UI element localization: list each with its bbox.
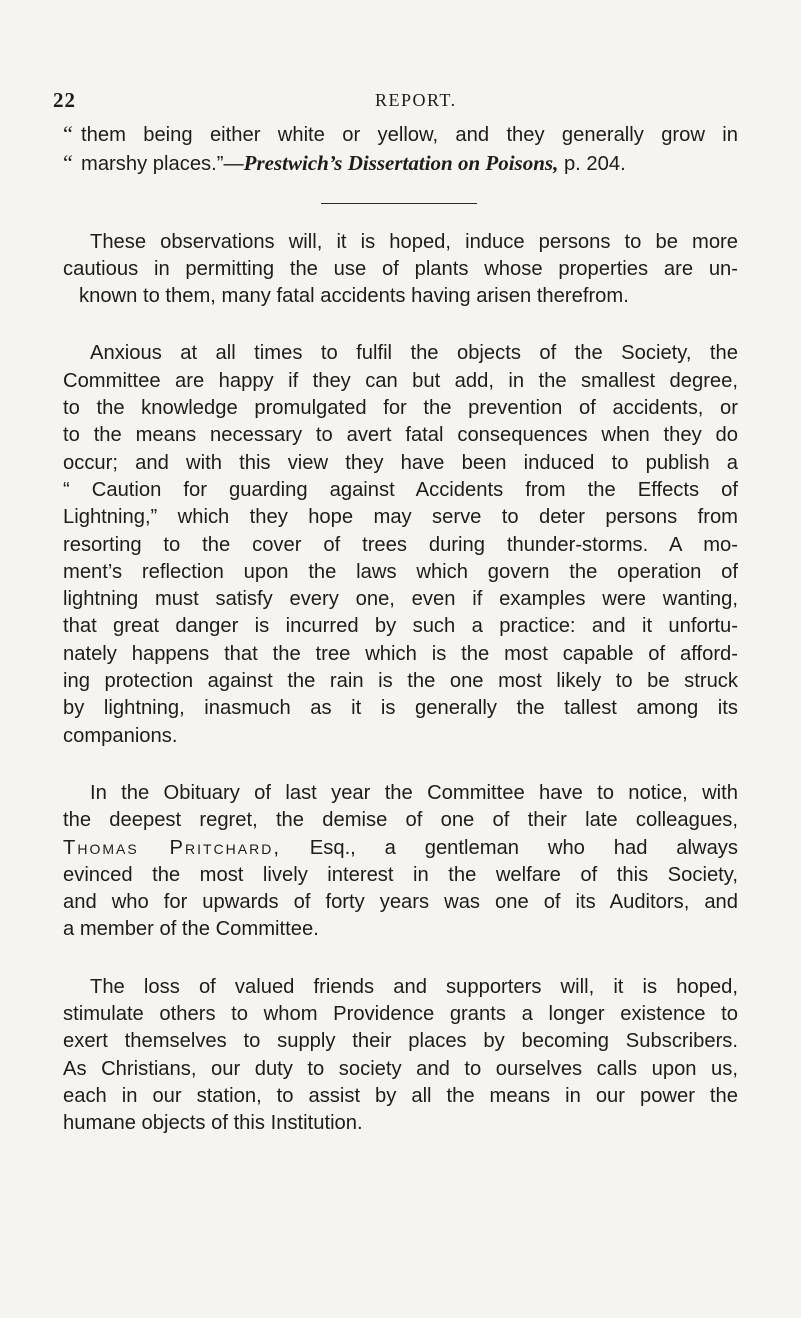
paragraph-observations [63,229,738,311]
quote-mark: “ [63,121,73,146]
text-line: These observations will, it is hoped, induce persons to be more [90,230,738,253]
quote-line [63,149,738,178]
text-line: to the means necessary to avert fatal consequences when they do [63,424,738,447]
text-line: lightning must satisfy every one, even if examples were wanting, [63,588,738,611]
text-line: to the knowledge promulgated for the prevention of accidents, or [63,397,738,420]
text-line: by lightning, inasmuch as it is generally the tallest among its [63,697,738,720]
text-line: occur; and with this view they have been induced to publish a [63,451,738,474]
body-text [63,120,738,1138]
page-header [53,88,753,114]
quotation [63,120,738,179]
text-line: Lightning,” which they hope may serve to deter persons from [63,506,738,529]
text-line: resorting to the cover of trees during thunder-storms. A mo- [63,533,738,556]
text-line: stimulate others to whom Providence grants a longer existence to [63,1003,738,1026]
paragraph-obituary [63,780,738,944]
quote-line [63,120,738,149]
running-head: REPORT. [375,90,457,110]
text-line: As Christians, our duty to society and to ourselves calls upon us, [63,1057,738,1080]
citation-page: p. 204. [558,153,626,176]
section-divider [321,203,477,204]
text-line: nately happens that the tree which is the most capable of afford- [63,642,738,665]
text-line: known to them, many fatal accidents having arisen therefrom. [79,285,629,308]
quote-text: marshy places.”— [81,153,244,176]
person-name: Thomas Pritchard, [63,836,281,859]
paragraph-caution [63,340,738,749]
text-fragment: Esq., a gentleman who had always [280,836,738,859]
text-line: ment’s reflection upon the laws which govern the operation of [63,560,738,583]
text-line: Committee are happy if they can but add, in the smallest degree, [63,369,738,392]
text-line [63,835,738,862]
text-line: humane objects of this Institution. [63,1112,363,1135]
text-line: and who for upwards of forty years was one of its Auditors, and [63,891,738,914]
text-line: The loss of valued friends and supporters will, it is hoped, [90,975,738,998]
text-line: each in our station, to assist by all the means in our power the [63,1084,738,1107]
text-line: companions. [63,724,178,747]
text-line: ing protection against the rain is the one most likely to be struck [63,670,738,693]
text-line: evinced the most lively interest in the welfare of this Society, [63,863,738,886]
text-line: a member of the Committee. [63,918,319,941]
text-line: In the Obituary of last year the Committee have to notice, with [90,781,738,804]
text-line: “ Caution for guarding against Accidents from the Effects of [63,478,738,501]
text-line: Anxious at all times to fulfil the objects of the Society, the [90,342,738,365]
text-line: cautious in permitting the use of plants whose properties are un- [63,257,738,280]
page-number: 22 [53,88,76,112]
text-line: exert themselves to supply their places by becoming Subscribers. [63,1030,738,1053]
quote-mark: “ [63,150,73,176]
citation-title: Prestwich’s Dissertation on Poisons, [243,151,559,176]
quote-text: them being either white or yellow, and they generally grow in [81,124,738,146]
text-line: that great danger is incurred by such a practice: and it unfortu- [63,615,738,638]
paragraph-appeal [63,974,738,1138]
text-line: the deepest regret, the demise of one of their late colleagues, [63,809,738,832]
